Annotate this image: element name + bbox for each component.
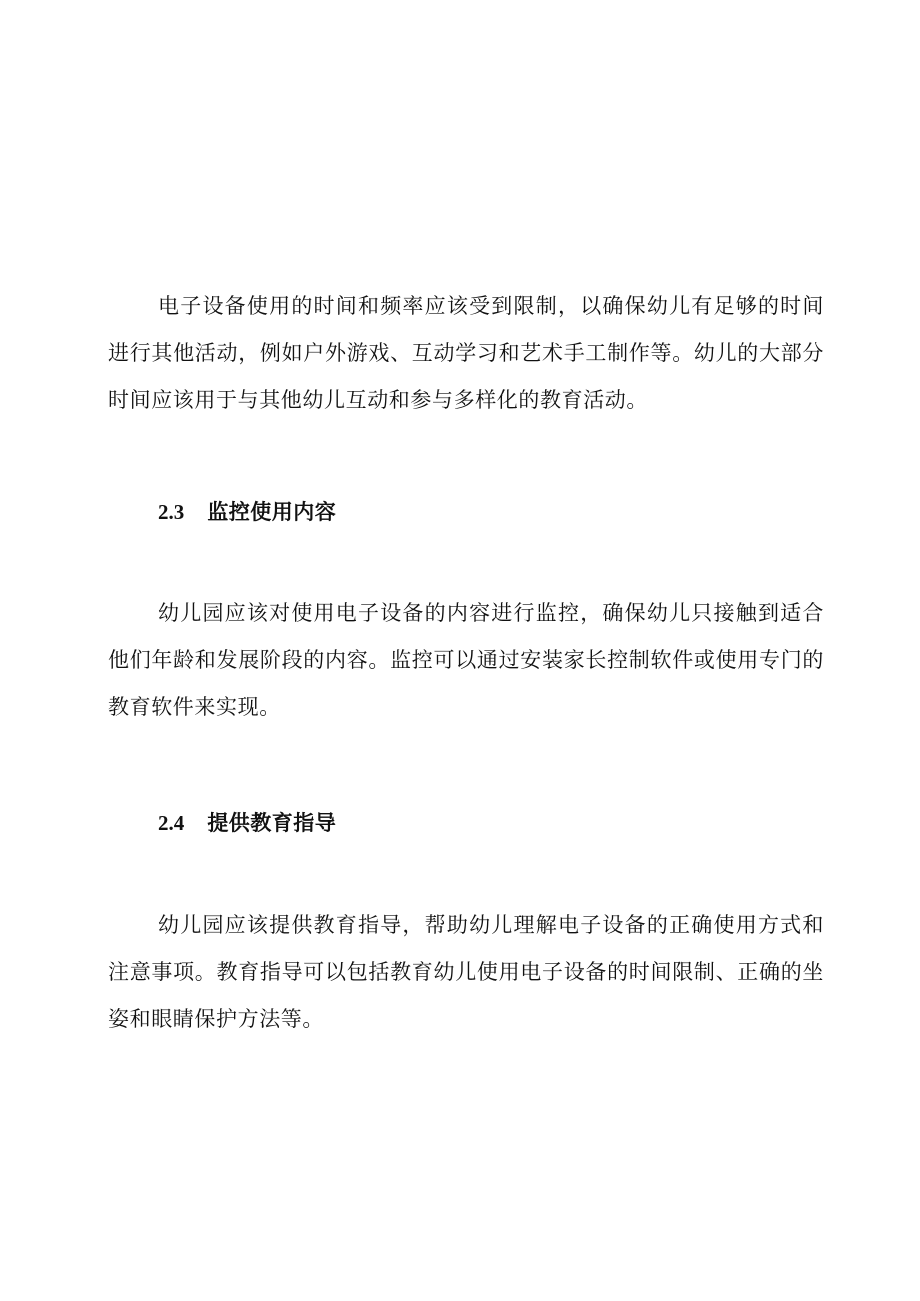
section-number: 2.3 <box>158 500 185 524</box>
section-2-4-paragraph: 幼儿园应该提供教育指导，帮助幼儿理解电子设备的正确使用方式和注意事项。教育指导可以包括教育幼儿使用电子设备的时间限制、正确的坐姿和眼睛保护方法等。 <box>108 913 824 1031</box>
section-number: 2.4 <box>158 811 185 835</box>
section-title: 监控使用内容 <box>207 500 337 524</box>
intro-paragraph: 电子设备使用的时间和频率应该受到限制，以确保幼儿有足够的时间进行其他活动，例如户外游戏、互动学习和艺术手工制作等。幼儿的大部分时间应该用于与其他幼儿互动和参与多样化的教育活动。 <box>108 294 824 412</box>
section-title: 提供教育指导 <box>207 811 337 835</box>
section-heading-2-4 <box>158 808 336 838</box>
section-heading-2-3 <box>158 497 336 527</box>
section-2-3-paragraph: 幼儿园应该对使用电子设备的内容进行监控，确保幼儿只接触到适合他们年龄和发展阶段的内容。监控可以通过安装家长控制软件或使用专门的教育软件来实现。 <box>108 601 824 719</box>
